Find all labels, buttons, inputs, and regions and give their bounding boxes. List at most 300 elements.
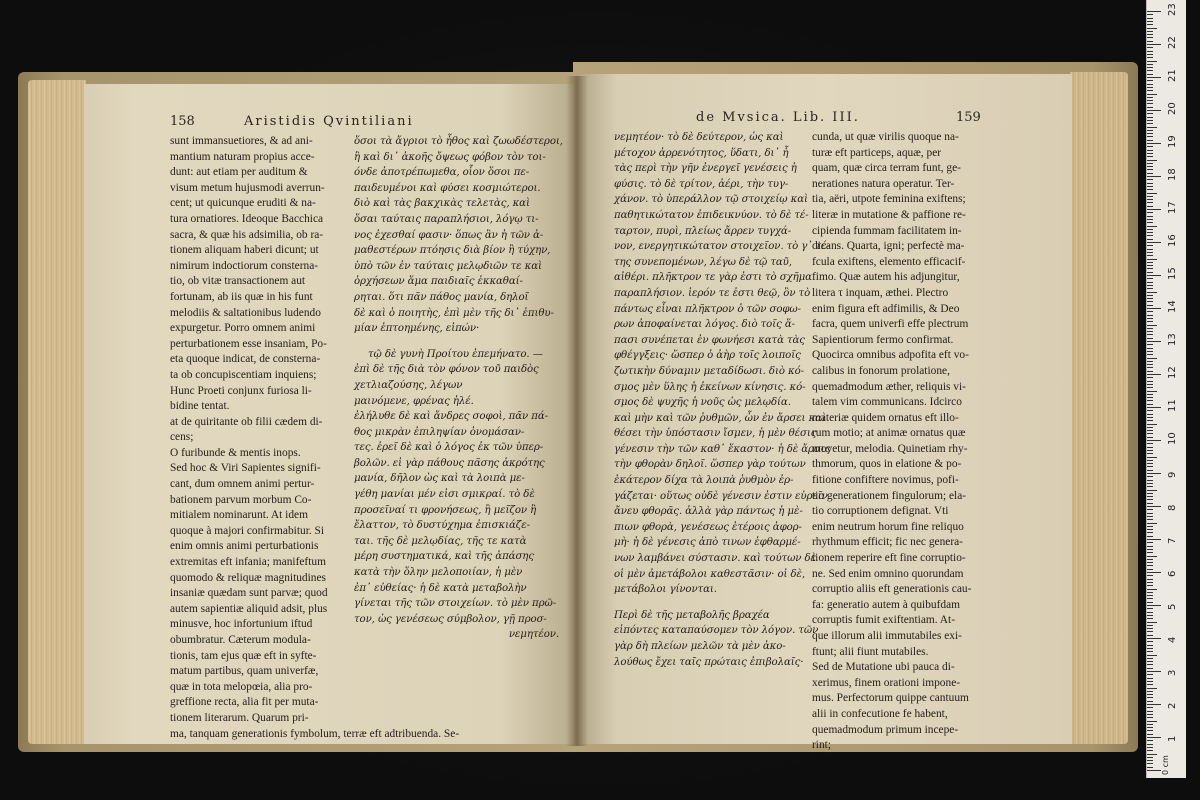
ruler-tick — [1147, 523, 1157, 524]
text-line: λούθως ἔχει ταῖς πρώταις ἐπιβολαῖς· — [614, 656, 804, 668]
ruler-tick — [1147, 532, 1153, 533]
text-line: fimo. Quæ autem his adjungitur, — [812, 271, 960, 284]
ruler-tick — [1147, 404, 1153, 405]
ruler-tick — [1147, 737, 1161, 738]
text-line: Hunc Proeti conjunx furiosa li- — [170, 384, 312, 397]
ruler-tick — [1147, 295, 1153, 296]
ruler-tick — [1147, 140, 1153, 141]
ruler-tick — [1147, 176, 1161, 177]
ruler-tick — [1147, 229, 1153, 230]
ruler-tick — [1147, 410, 1153, 411]
ruler-tick — [1147, 466, 1153, 467]
ruler-tick — [1147, 509, 1153, 510]
ruler-tick — [1147, 28, 1157, 29]
ruler-tick — [1147, 585, 1153, 586]
ruler-tick — [1147, 424, 1157, 425]
ruler-tick — [1147, 344, 1153, 345]
ruler-tick — [1147, 308, 1161, 309]
text-line: mus. Perfectorum quippe cantuum — [812, 692, 969, 705]
ruler-tick — [1147, 232, 1153, 233]
ruler-label: 11 — [1167, 399, 1178, 412]
ruler-tick — [1147, 608, 1153, 609]
ruler-tick — [1147, 87, 1153, 88]
text-line: rhythmum efficit; fic nec genera- — [812, 536, 963, 549]
ruler-label: 5 — [1167, 603, 1178, 610]
text-line: extremitas eft infania; manifeftum — [170, 556, 326, 569]
ruler-tick — [1147, 262, 1153, 263]
ruler-tick — [1147, 153, 1153, 154]
text-line: tionem aliquam haberi dicunt; ut — [170, 244, 319, 257]
text-line: que illorum alii immutabiles exi- — [812, 630, 962, 642]
text-line: talem vim communicans. Idcirco — [812, 396, 962, 409]
ruler-tick — [1147, 239, 1153, 240]
text-line: cipienda fummam facilitatem in- — [812, 224, 962, 237]
ruler-tick — [1147, 754, 1157, 755]
ruler-tick — [1147, 526, 1153, 527]
text-line: ἑκάτερον δίχα τὰ λοιπὰ ῥυθμὸν ἐρ- — [614, 475, 794, 487]
ruler-tick — [1147, 206, 1153, 207]
ruler-tick — [1147, 44, 1161, 45]
ruler-tick — [1147, 711, 1153, 712]
right-page — [578, 74, 1072, 752]
text-line: βολῶν. εἰ γὰρ πάθους πᾶσης ἀκρότης — [354, 457, 545, 469]
ruler-tick — [1147, 298, 1153, 299]
ruler-tick — [1147, 635, 1153, 636]
ruler-label: 23 — [1167, 3, 1178, 16]
text-line: dunt: aut etiam per auditum & — [170, 166, 308, 179]
ruler-tick — [1147, 64, 1153, 65]
ruler-tick — [1147, 351, 1153, 352]
text-line: facra, quem univerfi effe plectrum — [812, 318, 969, 331]
text-line: mitialem nominarunt. At idem — [170, 509, 308, 522]
ruler-tick — [1147, 453, 1153, 454]
ruler-tick — [1147, 265, 1153, 266]
text-line: θέσει τὴν ὑπόστασιν ἴσμεν, ἡ μὲν θέσις — [614, 428, 817, 440]
ruler-label: 20 — [1167, 102, 1178, 115]
text-line: nerationes natura operatur. Ter- — [812, 177, 955, 190]
ruler-tick — [1147, 328, 1153, 329]
text-line: γάζεται· οὕτως οὐδὲ γένεσιν ἐστιν εὑρεῖν — [614, 490, 828, 502]
ruler-tick — [1147, 364, 1153, 365]
text-line: eta quoque indicat, de consterna- — [170, 353, 321, 366]
ruler-tick — [1147, 196, 1153, 197]
text-line: thmorum, quos in elatione & po- — [812, 458, 962, 471]
text-line: γὰρ δὴ πλείων μελῶν τὰ μὲν ἀκο- — [614, 641, 786, 652]
ruler-tick — [1147, 47, 1153, 48]
text-line: νεμητέον· τὸ δὲ δεύτερον, ὡς καὶ — [614, 132, 784, 143]
ruler-tick — [1147, 503, 1153, 504]
text-line: γίνεται τῆς τῶν στοιχείων. τὸ μὲν πρῶ- — [354, 598, 557, 610]
ruler-tick — [1147, 219, 1153, 220]
text-line: fitione confiftere novimus, pofi- — [812, 474, 959, 487]
text-line: sunt immansuetiores, & ad ani- — [170, 135, 313, 147]
ruler-tick — [1147, 255, 1153, 256]
text-line: μίαν ἐπτοημένης, εἰπών· — [354, 323, 480, 335]
text-line: xerimus, finem orationi impone- — [812, 676, 961, 689]
text-line: τὰς περὶ τὴν γῆν ἐνεργεῖ γενέσεις ἡ — [614, 163, 797, 175]
ruler-tick — [1147, 315, 1153, 316]
open-book — [18, 62, 1138, 757]
text-line: προσεῖναί τι φρονήσεως, ἢ μεῖζον ἢ — [354, 504, 537, 516]
text-line: μανία, δῆλον ὡς καὶ τὰ λοιπὰ με- — [354, 473, 525, 485]
ruler-tick — [1147, 146, 1153, 147]
ruler-tick — [1147, 150, 1153, 151]
text-line: φύσις. τὸ δὲ τρίτον, ἀέρι, τὴν τυγ- — [614, 178, 789, 190]
ruler-tick — [1147, 631, 1153, 632]
ruler-tick — [1147, 645, 1153, 646]
text-line: καὶ μὴν καὶ τῶν ῥυθμῶν, ὧν ἐν ἄρσει καὶ — [614, 412, 826, 424]
ruler-tick — [1147, 717, 1153, 718]
text-line: χάνον. τὸ ὑπεράλλον τῷ στοιχείῳ καὶ — [614, 194, 808, 206]
text-line: νων λαμβάνει σύστασιν. καὶ τούτων δὲ — [614, 553, 816, 565]
ruler-tick — [1147, 387, 1153, 388]
text-line: quemadmodum primum incepe- — [812, 723, 959, 736]
ruler-tick — [1147, 97, 1153, 98]
ruler-tick — [1147, 760, 1153, 761]
ruler-tick — [1147, 67, 1153, 68]
text-line: nimirum indoctiorum consterna- — [170, 259, 319, 272]
text-line: tura ornatiores. Ideoque Bacchica — [170, 212, 324, 225]
text-line: θος μικρὰν ἐπιληψίαν ὀνομάσαν- — [354, 426, 525, 438]
ruler-tick — [1147, 549, 1153, 550]
text-line: tionem reperire eft fine corruptio- — [812, 552, 966, 565]
ruler-tick — [1147, 31, 1153, 32]
ruler-tick — [1147, 94, 1157, 95]
ruler-tick — [1147, 671, 1161, 672]
ruler-label: 19 — [1167, 135, 1178, 148]
text-line: όνδε ἀποτρέπωμεθα, οἷον ὅσοι πε- — [354, 167, 530, 179]
ruler-tick — [1147, 694, 1153, 695]
text-line: χετλιαζούσης, λέγων — [354, 379, 463, 391]
text-line: literæ in mutatione & paffione re- — [812, 208, 966, 221]
left-page-edges — [28, 80, 86, 744]
ruler-tick — [1147, 371, 1153, 372]
ruler-tick — [1147, 668, 1153, 669]
ruler-tick — [1147, 367, 1153, 368]
text-line: ta ob concupiscentiam inquiens; — [170, 368, 317, 381]
ruler-tick — [1147, 381, 1153, 382]
ruler-tick — [1147, 598, 1153, 599]
ruler-tick — [1147, 704, 1161, 705]
ruler-label: 4 — [1167, 636, 1178, 643]
ruler-tick — [1147, 615, 1153, 616]
ruler-tick — [1147, 714, 1153, 715]
ruler-tick — [1147, 565, 1153, 566]
ruler-tick — [1147, 480, 1153, 481]
ruler-tick — [1147, 34, 1153, 35]
ruler-tick — [1147, 354, 1153, 355]
text-line: της συνεπομένων, λέγω δὲ τῷ ταῦ, — [614, 256, 792, 268]
ruler-tick — [1147, 519, 1153, 520]
ruler-tick — [1147, 463, 1153, 464]
text-line: ἐπὶ δὲ τῆς διὰ τὸν φόνον τοῦ παιδὸς — [354, 364, 539, 376]
ruler-label: 3 — [1167, 669, 1178, 676]
ruler-tick — [1147, 348, 1153, 349]
text-line: ὑπὸ τῶν ἐν ταύταις μελῳδιῶν τε καὶ — [354, 260, 542, 272]
ruler-tick — [1147, 674, 1153, 675]
ruler-tick — [1147, 661, 1153, 662]
ruler-tick — [1147, 727, 1153, 728]
ruler-tick — [1147, 272, 1153, 273]
ruler-tick — [1147, 74, 1153, 75]
ruler-tick — [1147, 559, 1153, 560]
right-page-edges — [1070, 72, 1128, 744]
ruler-tick — [1147, 490, 1157, 491]
text-line: bationem parvum morbum Co- — [170, 493, 312, 506]
ruler-tick — [1147, 334, 1153, 335]
text-line: ται. τῆς δὲ μελῳδίας, τῆς τε κατὰ — [354, 535, 527, 547]
ruler-tick — [1147, 757, 1153, 758]
ruler-tick — [1147, 499, 1153, 500]
ruler-tick — [1147, 612, 1153, 613]
greek-verse-quote: τῷ δὲ γυνὴ Προίτου ἐπεμήνατο. — — [368, 348, 543, 360]
text-line: enim figura eft adfimilis, & Deo — [812, 302, 960, 315]
text-line: at de quiritante ob filii cædem di- — [170, 415, 323, 428]
ruler-tick — [1147, 193, 1157, 194]
text-line: παραπλήσιον. ἱερόν τε ἐστι θεῷ, ὃν τὸ — [614, 287, 811, 299]
ruler-tick — [1147, 707, 1153, 708]
text-line: mantium naturam propius acce- — [170, 150, 315, 163]
ruler-tick — [1147, 41, 1153, 42]
ruler-tick — [1147, 655, 1157, 656]
ruler-tick — [1147, 374, 1161, 375]
ruler-tick — [1147, 750, 1153, 751]
ruler-tick — [1147, 556, 1157, 557]
ruler-tick — [1147, 529, 1153, 530]
ruler-tick — [1147, 113, 1153, 114]
ruler-tick — [1147, 14, 1153, 15]
text-line: insaniæ quædam sunt parvæ; quod — [170, 587, 328, 600]
ruler-tick — [1147, 440, 1161, 441]
ruler-tick — [1147, 572, 1161, 573]
ruler-tick — [1147, 166, 1153, 167]
ruler-tick — [1147, 721, 1157, 722]
ruler-tick — [1147, 252, 1153, 253]
left-page — [84, 84, 574, 744]
ruler-tick — [1147, 318, 1153, 319]
ruler-tick — [1147, 664, 1153, 665]
text-line: Περὶ δὲ τῆς μεταβολῆς βραχέα — [614, 609, 770, 621]
ruler-tick — [1147, 249, 1153, 250]
left-greek-column — [354, 134, 563, 643]
ruler-tick — [1147, 747, 1153, 748]
ruler-tick — [1147, 592, 1153, 593]
ruler-tick — [1147, 638, 1161, 639]
text-line: πασι συνέπεται ἐν φωνήεσι κατὰ τὰς — [614, 334, 805, 346]
ruler-tick — [1147, 516, 1153, 517]
text-line: materiæ quidem ornatus eft illo- — [812, 411, 959, 424]
ruler-tick — [1147, 513, 1153, 514]
ruler-tick — [1147, 222, 1153, 223]
ruler-tick — [1147, 338, 1153, 339]
ruler-tick — [1147, 37, 1153, 38]
ruler-label: 22 — [1167, 36, 1178, 49]
ruler-tick — [1147, 450, 1153, 451]
text-line: quam, quæ circa terram funt, ge- — [812, 162, 961, 175]
text-line: ρηται. ὅτι πᾶν πάθος μανία, δηλοῖ — [354, 291, 529, 303]
ruler-label: 8 — [1167, 504, 1178, 511]
ruler-tick — [1147, 100, 1153, 101]
ruler-tick — [1147, 127, 1157, 128]
ruler-tick — [1147, 278, 1153, 279]
ruler-tick — [1147, 361, 1153, 362]
ruler-tick — [1147, 235, 1153, 236]
text-line: turæ eft particeps, aquæ, per — [812, 146, 942, 159]
ruler-tick — [1147, 325, 1157, 326]
text-line: Sed hoc & Viri Sapientes signifi- — [170, 462, 321, 475]
text-line: σμος μὲν ὕλης ἡ ἐκείνων κίνησις. κό- — [614, 381, 806, 393]
text-line: νον, ενεργητικώτατον στοιχεῖον. τὸ γ᾽ τέ- — [614, 241, 830, 253]
ruler-tick — [1147, 110, 1161, 111]
text-line: ftunt; alii fiunt mutabiles. — [812, 645, 929, 658]
right-running-head: de Mvsica. Lib. III. — [696, 110, 860, 125]
text-line: διὸ καὶ τὰς βακχικὰς τελετὰς, καὶ — [354, 198, 530, 210]
ruler-tick — [1147, 622, 1157, 623]
ruler-tick — [1147, 245, 1153, 246]
ruler-tick — [1147, 767, 1153, 768]
text-line: tia, aëri, utpote feminina exiftens; — [812, 193, 966, 206]
right-greek-column — [614, 130, 831, 670]
text-line: cant, dum omnem animi pertur- — [170, 478, 315, 491]
text-line: fortunam, ab iis quæ in his funt — [170, 290, 313, 303]
ruler-tick — [1147, 130, 1153, 131]
ruler-tick — [1147, 80, 1153, 81]
ruler-tick — [1147, 57, 1153, 58]
ruler-tick — [1147, 311, 1153, 312]
ruler-tick — [1147, 697, 1153, 698]
text-line: παιδευμένοι καὶ φύσει κοσμιώτεροι. — [354, 182, 541, 194]
ruler-tick — [1147, 21, 1153, 22]
text-line: movetur, melodia. Quinetiam rhy- — [812, 442, 968, 455]
text-line: ταρτον, πυρὶ, πλείως ἄρρεν τυγχά- — [614, 225, 792, 237]
ruler-tick — [1147, 226, 1157, 227]
text-line: visum metum hujusmodi averrun- — [170, 181, 325, 194]
text-line: Sapientiorum fermo confirmat. — [812, 333, 954, 346]
ruler-tick — [1147, 156, 1153, 157]
text-line: bidine tentat. — [170, 400, 230, 413]
text-line: alii in confecutione fe habent, — [812, 707, 948, 720]
ruler-tick — [1147, 186, 1153, 187]
text-line: τον, ὡς γενέσεως σύμβολον, γῇ προσ- — [354, 613, 547, 625]
ruler-tick — [1147, 259, 1157, 260]
ruler-tick — [1147, 681, 1153, 682]
ruler-tick — [1147, 11, 1161, 12]
ruler-label: 9 — [1167, 471, 1178, 478]
ruler-tick — [1147, 61, 1157, 62]
text-line: ne. Sed enim omnino quorundam — [812, 567, 964, 580]
ruler-tick — [1147, 268, 1153, 269]
text-line: γένεσιν τὴν τῶν καθ᾽ ἕκαστον· ἡ δὲ ἄρσις — [614, 443, 831, 455]
ruler-tick — [1147, 384, 1153, 385]
ruler-tick — [1147, 476, 1153, 477]
ruler-tick — [1147, 173, 1153, 174]
ruler-label: 1 — [1167, 735, 1178, 742]
text-line: rint; — [812, 739, 831, 752]
ruler-tick — [1147, 734, 1153, 735]
text-line: litera τ inquam, æthei. Plectro — [812, 286, 949, 299]
ruler-label: 2 — [1167, 702, 1178, 709]
text-line: sacra, & quæ his adsimilia, ob ra- — [170, 228, 324, 241]
ruler-label: 13 — [1167, 333, 1178, 346]
ruler-tick — [1147, 447, 1153, 448]
text-line: obumbratur. Cæterum modula- — [170, 634, 311, 646]
text-line: ἢ καὶ δι᾽ ἀκοῆς ὄψεως φόβον τὸν τοι- — [354, 151, 546, 163]
ruler-tick — [1147, 407, 1161, 408]
ruler-tick — [1147, 242, 1161, 243]
ruler-tick — [1147, 483, 1153, 484]
ruler-tick — [1147, 120, 1153, 121]
ruler-tick — [1147, 651, 1153, 652]
left-running-head: Aristidis Qvintiliani — [244, 114, 414, 129]
ruler-tick — [1147, 688, 1157, 689]
ruler-tick — [1147, 70, 1153, 71]
ruler-tick — [1147, 539, 1161, 540]
ruler-tick — [1147, 358, 1157, 359]
ruler-tick — [1147, 391, 1157, 392]
ruler-tick — [1147, 77, 1161, 78]
ruler-tick — [1147, 189, 1153, 190]
ruler-tick — [1147, 331, 1153, 332]
text-line: autem sapientiæ aliquid adsit, plus — [170, 602, 328, 615]
text-line: κατὰ τὴν ὅλην μελοποιίαν, ἡ μὲν — [354, 567, 523, 579]
ruler-tick — [1147, 282, 1153, 283]
text-line: ἐπ᾽ εὐθείας· ἡ δὲ κατὰ μεταβολὴν — [354, 582, 527, 594]
ruler-label: 14 — [1167, 300, 1178, 313]
ruler-tick — [1147, 414, 1153, 415]
text-line: ἐλήλυθε δὲ καὶ ἄνδρες σοφοὶ, πᾶν πά- — [354, 411, 549, 423]
text-line: cent; ut quicunque eruditi & na- — [170, 197, 316, 210]
text-line: matum partibus, quam univerfæ, — [170, 665, 319, 678]
ruler-tick — [1147, 160, 1157, 161]
text-line: fcula exiftens, elemento efficacif- — [812, 255, 966, 268]
ruler-label: 21 — [1167, 69, 1178, 82]
text-line: corruptio aliis eft generationis cau- — [812, 583, 972, 596]
ruler-tick — [1147, 202, 1153, 203]
ruler-tick — [1147, 546, 1153, 547]
ruler-tick — [1147, 595, 1153, 596]
text-line: Sed de Mutatione ubi pauca di- — [812, 661, 955, 674]
text-line: μετάβολοι γίνονται. — [614, 584, 717, 596]
ruler-tick — [1147, 301, 1153, 302]
ruler-tick — [1147, 730, 1153, 731]
ruler-tick — [1147, 212, 1153, 213]
text-line: παθητικώτατον ἐπιδεικνύον. τὸ δὲ τέ- — [614, 209, 809, 221]
ruler-tick — [1147, 496, 1153, 497]
ruler-tick — [1147, 625, 1153, 626]
ruler-tick — [1147, 658, 1153, 659]
text-line: ἔλαττον, τὸ δυστύχημα ἐπισκιάζε- — [354, 520, 530, 532]
ruler-tick — [1147, 285, 1153, 286]
ruler-tick — [1147, 321, 1153, 322]
text-line: cunda, ut quæ virilis quoque na- — [812, 131, 959, 143]
ruler-label: 12 — [1167, 366, 1178, 379]
text-line: τὴν φθορὰν δηλοῖ. ὥσπερ γὰρ τούτων — [614, 459, 806, 471]
measurement-ruler — [1146, 0, 1186, 778]
text-line: μαινόμενε, φρένας ἠλέ. — [354, 395, 474, 407]
ruler-tick — [1147, 24, 1153, 25]
text-line: ἄνευ φθορᾶς. ἀλλὰ γὰρ πάντως ἡ μὲ- — [614, 506, 803, 518]
text-line: Quocirca omnibus adpofita eft vo- — [812, 349, 969, 362]
ruler-tick — [1147, 417, 1153, 418]
ruler-tick — [1147, 397, 1153, 398]
ruler-tick — [1147, 493, 1153, 494]
text-line: γέθη μανίαι μέν εἰσι σμικραί. τὸ δὲ — [354, 489, 535, 501]
text-line: tio, ob vitæ transactionem aut — [170, 275, 306, 288]
ruler-tick — [1147, 133, 1153, 134]
ruler-tick — [1147, 437, 1153, 438]
text-line: greffione recta, alia fit per muta- — [170, 696, 319, 709]
ruler-tick — [1147, 377, 1153, 378]
